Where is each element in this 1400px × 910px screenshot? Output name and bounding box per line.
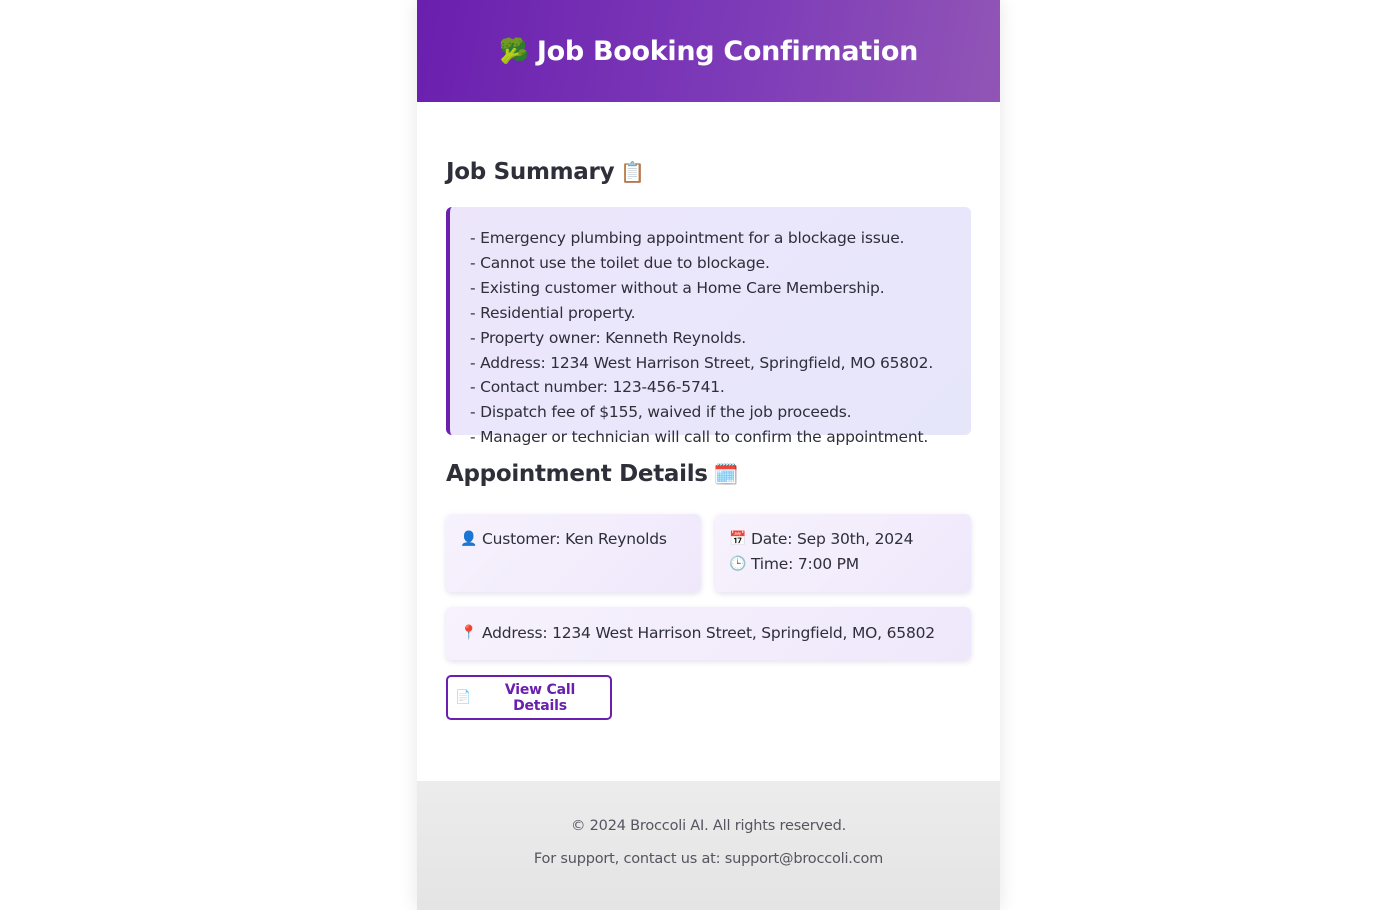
customer-line (460, 527, 687, 552)
time-text: Time: 7:00 PM (751, 555, 859, 573)
footer (417, 781, 1000, 910)
summary-item: - Residential property. (470, 303, 636, 322)
time-line (729, 552, 957, 577)
clock-icon: 🕒 (729, 556, 747, 572)
main-content (417, 102, 1000, 720)
customer-text: Customer: Ken Reynolds (482, 530, 667, 548)
broccoli-icon: 🥦 (498, 37, 529, 65)
pin-icon: 📍 (460, 625, 478, 641)
footer-copyright: © 2024 Broccoli AI. All rights reserved. (570, 818, 847, 834)
summary-item: - Existing customer without a Home Care Membership. (470, 278, 885, 297)
footer-support: For support, contact us at: support@broccoli.com (533, 851, 884, 867)
address-line (460, 621, 935, 646)
job-summary-box (446, 207, 971, 447)
document-icon: 📄 (454, 690, 471, 705)
job-summary-heading (446, 102, 971, 190)
customer-card (446, 514, 701, 592)
page-title: Job Booking Confirmation (536, 35, 919, 67)
spiral-calendar-icon: 🗓️ (713, 462, 739, 486)
date-time-card (715, 514, 971, 592)
summary-item: - Property owner: Kenneth Reynolds. (470, 328, 746, 347)
view-call-details-label: View Call Details (504, 681, 576, 714)
view-call-details-button[interactable] (446, 675, 612, 720)
address-card (446, 607, 971, 660)
clipboard-icon: 📋 (620, 160, 645, 184)
summary-item: - Manager or technician will call to confirm the appointment. (470, 428, 929, 447)
summary-item: - Emergency plumbing appointment for a blockage issue. (470, 229, 905, 247)
email-page (417, 0, 1000, 910)
appointment-details-title: Appointment Details (446, 461, 708, 487)
summary-item: - Dispatch fee of $155, waived if the job proceeds. (470, 403, 852, 422)
appointment-details-heading (446, 456, 971, 492)
address-text: Address: 1234 West Harrison Street, Springfield, MO, 65802 (482, 624, 935, 642)
summary-item: - Contact number: 123-456-5741. (470, 378, 725, 397)
calendar-icon: 📅 (729, 531, 747, 547)
job-summary-title: Job Summary (446, 159, 615, 185)
appointment-cards-row (446, 514, 971, 592)
person-icon: 👤 (460, 531, 478, 547)
job-summary-list (470, 226, 951, 450)
summary-item: - Address: 1234 West Harrison Street, Springfield, MO 65802. (470, 353, 934, 372)
header-banner (417, 0, 1000, 102)
date-text: Date: Sep 30th, 2024 (751, 530, 914, 548)
summary-item: - Cannot use the toilet due to blockage. (470, 253, 770, 272)
date-line (729, 527, 957, 552)
